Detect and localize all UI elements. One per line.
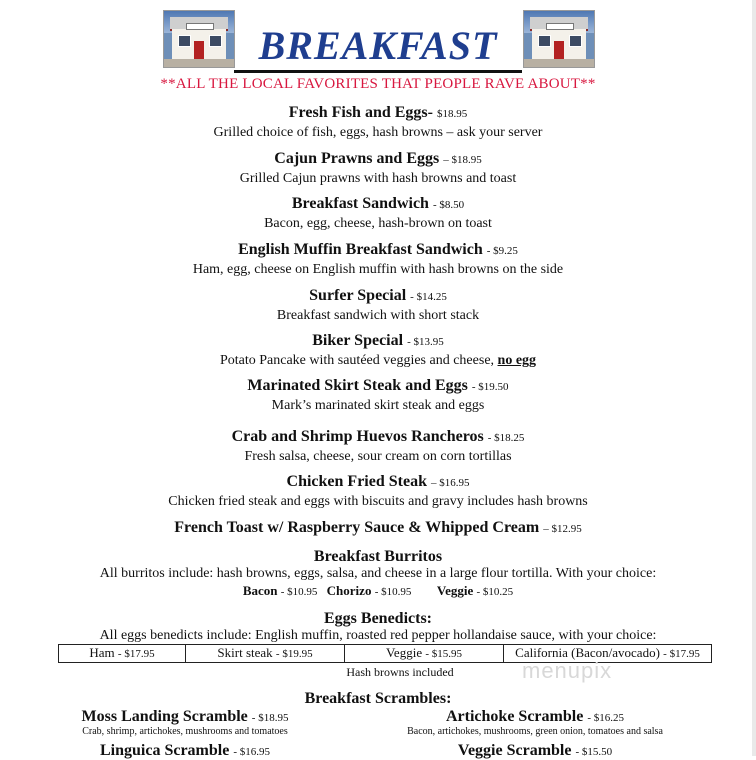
menu-item: [0, 103, 756, 142]
burrito-choice: Veggie - $10.25: [436, 583, 514, 598]
item-description: Fresh salsa, cheese, sour cream on corn tortillas: [244, 449, 512, 464]
benedict-choice: Ham - $17.95: [59, 645, 186, 663]
item-description: Grilled Cajun prawns with hash browns and toast: [239, 171, 517, 186]
item-price: – $16.95: [430, 477, 470, 489]
burrito-choice: Chorizo - $10.95: [326, 583, 412, 598]
restaurant-logo-left: [163, 10, 235, 68]
menu-item: [0, 331, 756, 370]
item-description: Crab, shrimp, artichokes, mushrooms and tomatoes: [82, 726, 288, 737]
benedict-choice: Veggie - $15.95: [345, 645, 504, 663]
scramble-item: Linguica Scramble - $16.95: [99, 742, 270, 759]
burrito-choice: Bacon - $10.95: [242, 583, 318, 598]
item-price: – $12.95: [543, 523, 582, 535]
item-price: – $18.95: [443, 154, 482, 166]
scramble-item: Veggie Scramble - $15.50: [457, 742, 613, 759]
burritos-description: All burritos include: hash browns, eggs, salsa, and cheese in a large flour tortilla. With your choice:: [99, 566, 657, 581]
scramble-item: Moss Landing Scramble - $18.95 Crab, shrimp, artichokes, mushrooms and tomatoes: [60, 708, 310, 737]
hash-browns-note: Hash browns included: [346, 665, 454, 679]
item-name: Crab and Shrimp Huevos Rancheros: [231, 428, 484, 445]
benedicts-description: All eggs benedicts include: English muffin, roasted red pepper hollandaise sauce, with your choice:: [99, 628, 657, 643]
item-description: Chicken fried steak and eggs with biscuits and gravy includes hash browns: [168, 494, 588, 509]
table-row: [59, 645, 712, 663]
item-description: Bacon, egg, cheese, hash-brown on toast: [264, 216, 492, 231]
item-price: - $9.25: [486, 245, 518, 257]
item-description: Potato Pancake with sautéed veggies and cheese,: [219, 353, 495, 368]
scrambles-heading: Breakfast Scrambles:: [304, 690, 452, 707]
watermark: menupix: [522, 658, 613, 683]
menu-item: [0, 472, 756, 511]
benedict-choice: Skirt steak - $19.95: [186, 645, 345, 663]
restaurant-logo-right: [523, 10, 595, 68]
item-description: Mark’s marinated skirt steak and eggs: [271, 398, 485, 413]
item-description: Bacon, artichokes, mushrooms, green onion, tomatoes and salsa: [407, 726, 663, 737]
menu-item: [0, 286, 756, 325]
item-name: Surfer Special: [309, 287, 407, 304]
item-price: $18.95: [436, 108, 468, 120]
benedicts-heading: Eggs Benedicts:: [324, 610, 432, 627]
title-underline: [234, 70, 522, 73]
item-name: Biker Special: [312, 332, 404, 349]
item-description: Ham, egg, cheese on English muffin with hash browns on the side: [192, 262, 564, 277]
item-name: Breakfast Sandwich: [291, 195, 429, 212]
item-name: English Muffin Breakfast Sandwich: [238, 241, 483, 258]
burritos-choices: [0, 583, 756, 599]
item-description: Grilled choice of fish, eggs, hash browns – ask your server: [213, 125, 543, 140]
page-title: BREAKFAST: [258, 23, 498, 68]
benedicts-table: [58, 644, 712, 663]
menu-item: [0, 427, 756, 466]
menu-item: [0, 376, 756, 415]
item-name: Chicken Fried Steak: [286, 473, 427, 490]
item-name: Cajun Prawns and Eggs: [274, 150, 440, 167]
menu-item: [0, 149, 756, 188]
tagline: **ALL THE LOCAL FAVORITES THAT PEOPLE RAVE ABOUT**: [160, 76, 596, 92]
item-name: Marinated Skirt Steak and Eggs: [247, 377, 468, 394]
no-egg-note: no egg: [497, 353, 537, 368]
menu-item: [0, 518, 756, 539]
burritos-heading: Breakfast Burritos: [313, 548, 443, 565]
scramble-item: Artichoke Scramble - $16.25 Bacon, artichokes, mushrooms, green onion, tomatoes and salsa: [385, 708, 685, 737]
item-price: - $8.50: [432, 199, 465, 211]
menu-item: [0, 240, 756, 279]
menu-item: [0, 194, 756, 233]
item-price: - $13.95: [407, 336, 444, 348]
benedict-choice: California (Bacon/avocado) - $17.95: [504, 645, 712, 663]
item-name: French Toast w/ Raspberry Sauce & Whipped Cream: [174, 519, 540, 536]
item-price: - $14.25: [410, 291, 447, 303]
item-price: - $18.25: [487, 432, 525, 444]
item-price: - $19.50: [471, 381, 509, 393]
item-name: Fresh Fish and Eggs-: [288, 104, 433, 121]
item-description: Breakfast sandwich with short stack: [276, 308, 480, 323]
